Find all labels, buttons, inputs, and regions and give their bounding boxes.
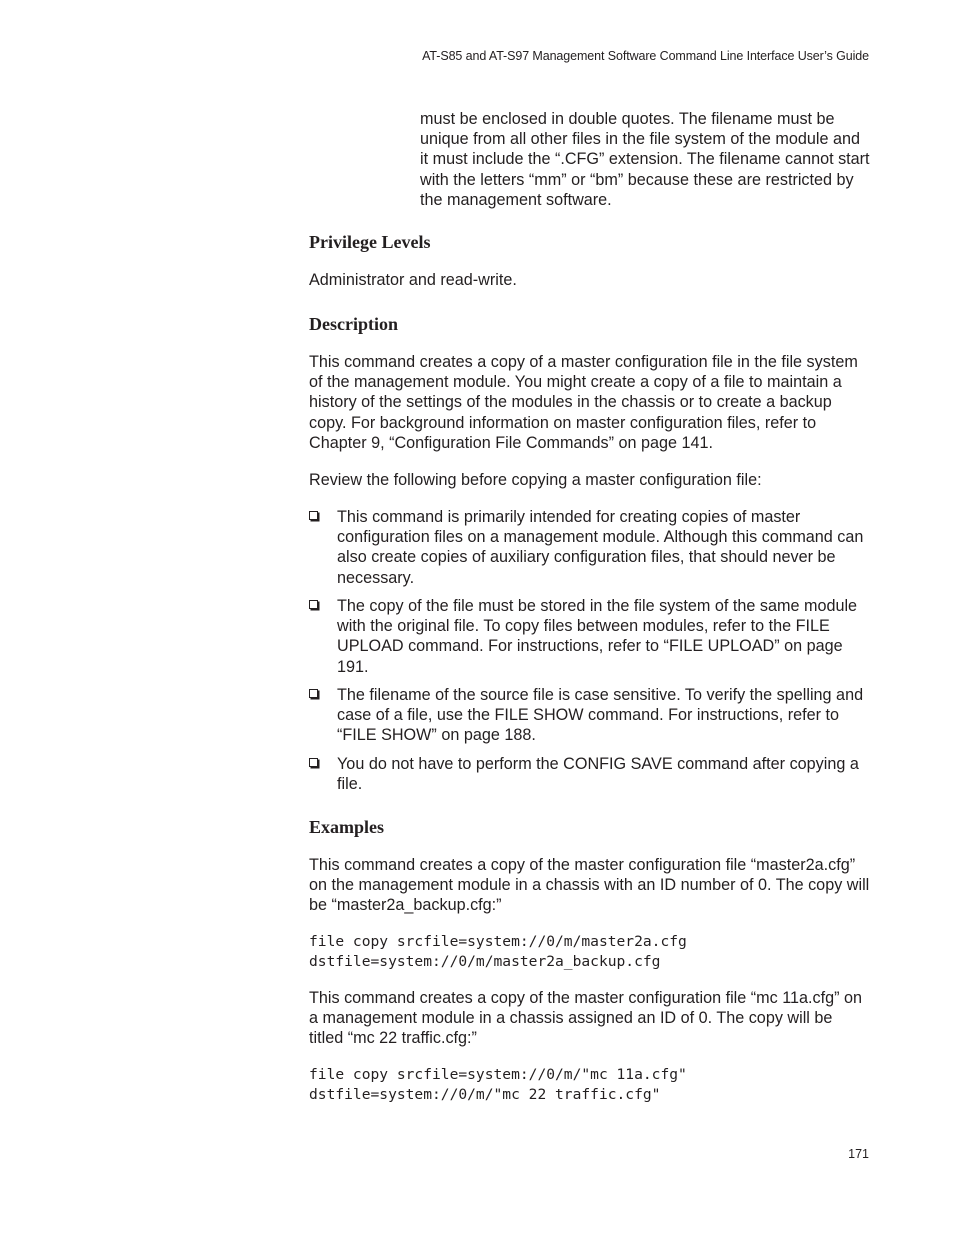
checkbox-bullet-icon — [309, 758, 318, 767]
example-2-code: file copy srcfile=system://0/m/"mc 11a.cfg" dstfile=system://0/m/"mc 22 traffic.cfg" — [309, 1066, 687, 1103]
examples-heading: Examples — [309, 817, 385, 837]
example-1-text: This command creates a copy of the master configuration file “master2a.cfg” on the management module in a chassis with an ID number of 0. The copy will be “master2a_backup.cfg:” — [309, 856, 870, 915]
review-paragraph: Review the following before copying a master configuration file: — [309, 471, 762, 489]
privilege-levels-text: Administrator and read-write. — [309, 271, 517, 289]
intro-continuation: must be enclosed in double quotes. The filename must be unique from all other files in the file system of the module and it must include the “.CFG” extension. The filename cannot start with the letters “mm” or “bm” because these are restricted by the management software. — [420, 110, 870, 209]
list-item-text: The copy of the file must be stored in the file system of the same module with the original file. To copy files between modules, refer to the FILE UPLOAD command. For instructions, refer to “FILE UPLOAD” on page 191. — [337, 597, 858, 676]
example-2-text: This command creates a copy of the master configuration file “mc 11a.cfg” on a management module in a chassis assigned an ID of 0. The copy will be titled “mc 22 traffic.cfg:” — [309, 989, 863, 1048]
page-number: 171 — [848, 1147, 869, 1161]
description-paragraph: This command creates a copy of a master configuration file in the file system of the management module. You might create a copy of a file to maintain a history of the settings of the modules in the chassis or to create a backup copy. For background information on master configuration files, refer to Chapter 9, “Configuration File Commands” on page 141. — [309, 353, 858, 452]
privilege-levels-heading: Privilege Levels — [309, 232, 431, 252]
description-heading: Description — [309, 314, 398, 334]
example-1-code: file copy srcfile=system://0/m/master2a.cfg dstfile=system://0/m/master2a_backup.cfg — [309, 933, 687, 970]
list-item-text: This command is primarily intended for creating copies of master configuration files on a management module. Although this command can also create copies of auxiliary configuration files, that should never be necessary. — [337, 508, 864, 587]
checkbox-bullet-icon — [309, 511, 318, 520]
checkbox-bullet-icon — [309, 600, 318, 609]
list-item-text: You do not have to perform the CONFIG SAVE command after copying a file. — [337, 755, 859, 794]
list-item-text: The filename of the source file is case sensitive. To verify the spelling and case of a file, use the FILE SHOW command. For instructions, refer to “FILE SHOW” on page 188. — [337, 686, 864, 745]
checkbox-bullet-icon — [309, 689, 318, 698]
running-header: AT-S85 and AT-S97 Management Software Command Line Interface User’s Guide — [422, 49, 869, 63]
